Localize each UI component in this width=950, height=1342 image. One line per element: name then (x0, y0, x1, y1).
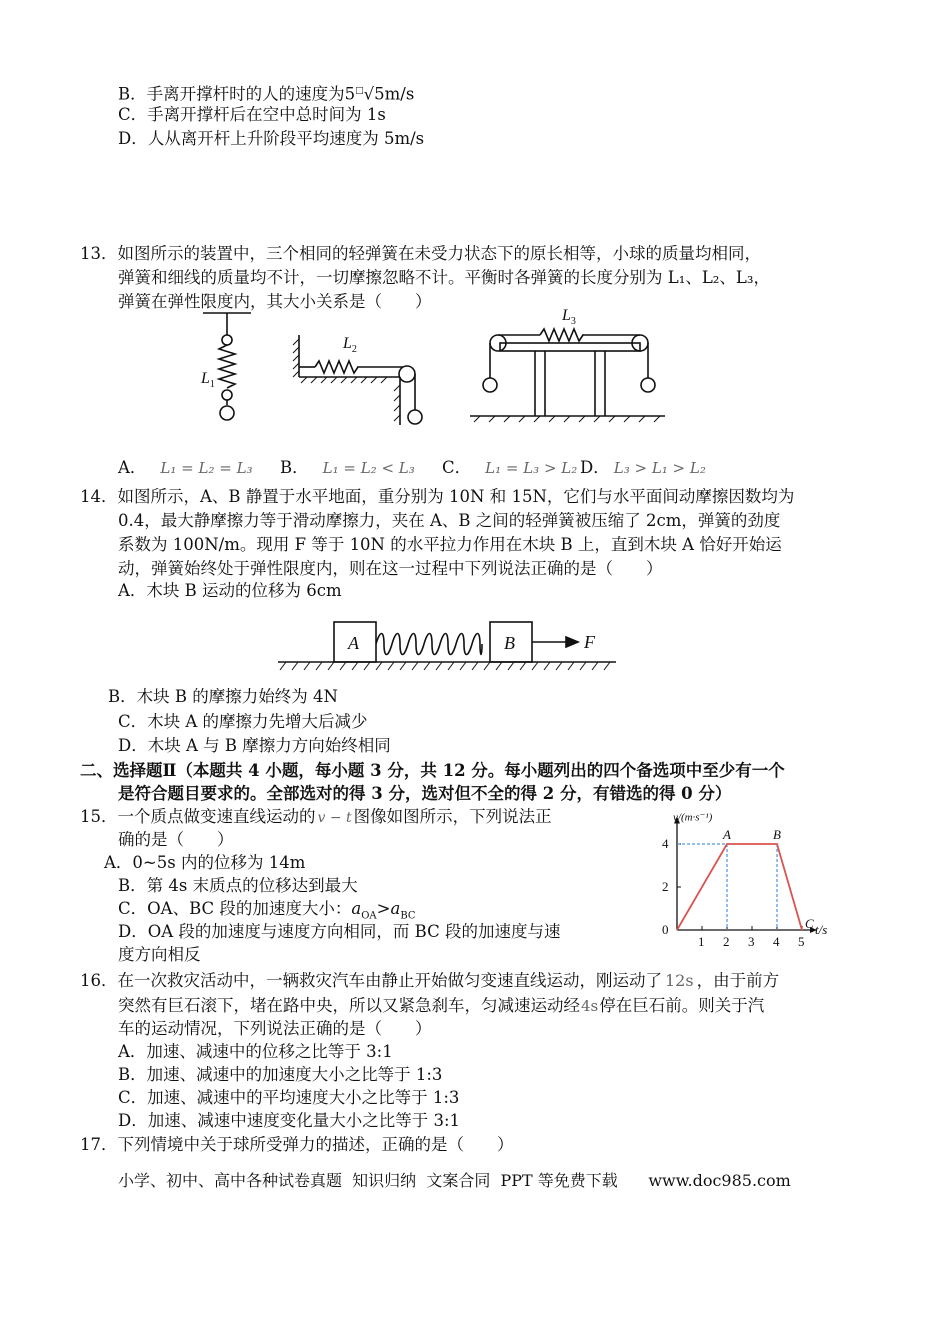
section2-heading-line2: 是符合题目要求的。全部选对的得 3 分，选对但不全的得 2 分，有错选的得 0 分） (118, 784, 732, 803)
label-l3: $L_3$ (562, 307, 576, 327)
q13-option-d-label: D． (580, 458, 610, 477)
q16-stem-text-b: ，由于前方 (696, 971, 780, 990)
q14-stem-line1: 14．如图所示，A、B 静置于水平地面，重分别为 10N 和 15N，它们与水平面间动摩擦因数均为 (80, 487, 795, 506)
q15-vt-chart (655, 808, 855, 953)
q16-time-4s: 4s (581, 997, 599, 1015)
q15-option-a: A．0~5s 内的位移为 14m (104, 853, 306, 872)
q15-stem-text-a: 15．一个质点做变速直线运动的 (80, 807, 316, 826)
q14-option-d: D．木块 A 与 B 摩擦力方向始终相同 (118, 736, 391, 755)
q15-sub-bc: BC (400, 910, 416, 922)
point-label-c: C (805, 916, 814, 931)
q15-option-c-text: C．OA、BC 段的加速度大小： (118, 899, 352, 918)
q16-option-b: B．加速、减速中的加速度大小之比等于 1:3 (118, 1065, 443, 1084)
vt-series-line (677, 844, 802, 930)
q12-option-b: B．手离开撑杆时的人的速度为5□√5m/s (118, 84, 415, 104)
q13-option-b (280, 457, 415, 479)
block-a-label: A (348, 633, 359, 653)
q16-option-c: C．加速、减速中的平均速度大小之比等于 1:3 (118, 1088, 460, 1107)
x-tick-label: 1 (698, 934, 705, 949)
q15-vt-expr: v − t (317, 810, 352, 826)
q14-option-c: C．木块 A 的摩擦力先增大后减少 (118, 712, 368, 731)
q14-stem-line3: 系数为 100N/m。现用 F 等于 10N 的水平拉力作用在木块 B 上，直到木块 A 恰好开始运 (118, 535, 782, 554)
q16-option-a: A．加速、减速中的位移之比等于 3:1 (118, 1042, 393, 1061)
q15-option-b: B．第 4s 末质点的位移达到最大 (118, 876, 358, 895)
x-tick-label: 4 (773, 934, 780, 949)
q16-stem-text-a: 16．在一次救灾活动中，一辆救灾汽车由静止开始做匀变速直线运动，刚运动了 (80, 971, 662, 990)
q16-stem-line2 (118, 995, 764, 1017)
q14-option-a: A．木块 B 运动的位移为 6cm (118, 581, 342, 600)
q15-gt: > (376, 899, 391, 918)
q16-option-d: D．加速、减速中速度变化量大小之比等于 3:1 (118, 1111, 461, 1130)
point-label-b: B (773, 827, 781, 842)
point-label-a: A (723, 827, 731, 842)
y-tick-label: 4 (662, 836, 669, 851)
q13-option-a (118, 457, 253, 479)
q16-stem-line3: 车的运动情况，下列说法正确的是（ ） (118, 1019, 432, 1038)
q14-stem-line4: 动，弹簧始终处于弹性限度内，则在这一过程中下列说法正确的是（ ） (118, 559, 663, 578)
q15-stem-line2: 确的是（ ） (118, 830, 234, 849)
q15-a-oa: a (351, 899, 362, 918)
q13-option-c-expr: L₁ = L₃ > L₂ (485, 459, 578, 477)
q16-stem-line1 (80, 970, 779, 992)
block-b-label: B (504, 633, 515, 653)
q15-stem-text-b: 图像如图所示，下列说法正 (353, 807, 552, 826)
q13-spring-figure (195, 305, 675, 430)
x-tick-label: 2 (723, 934, 730, 949)
q14-block-figure (276, 612, 621, 677)
y-tick-label: 2 (662, 879, 669, 894)
page-footer: 小学、初中、高中各种试卷真题 知识归纳 文案合同 PPT 等免费下载 www.doc985.com (118, 1171, 791, 1190)
q12-option-d: D．人从离开杆上升阶段平均速度为 5m/s (118, 129, 425, 148)
q15-a-bc: a (390, 899, 401, 918)
q16-stem-text-d: 停在巨石前。则关于汽 (599, 996, 765, 1015)
q16-time-12s: 12s (665, 971, 694, 990)
q15-stem-line1 (80, 806, 552, 829)
q12-option-b-unit: √5m/s (363, 84, 415, 104)
q13-option-a-label: A． (118, 458, 147, 477)
q13-option-d (580, 457, 706, 479)
q14-option-b: B．木块 B 的摩擦力始终为 4N (108, 687, 338, 706)
force-f-label: F (584, 632, 595, 652)
q13-option-c (442, 457, 577, 479)
q17-stem: 17．下列情境中关于球所受弹力的描述，正确的是（ ） (80, 1135, 514, 1154)
q13-stem-line3: 弹簧在弹性限度内，其大小关系是（ ） (118, 292, 432, 311)
q13-stem-line1: 13．如图所示的装置中，三个相同的轻弹簧在未受力状态下的原长相等，小球的质量均相同， (80, 244, 761, 263)
q13-option-b-expr: L₁ = L₂ < L₃ (322, 459, 415, 477)
section2-heading-line1: 二、选择题Ⅱ（本题共 4 小题，每小题 3 分，共 12 分。每小题列出的四个备选项中至少有一个 (80, 761, 785, 780)
x-tick-label: 3 (748, 934, 755, 949)
label-l1: $L_1$ (201, 370, 215, 390)
y-axis-label: v/(m·s⁻¹) (673, 811, 713, 824)
q13-stem-line2: 弹簧和细线的质量均不计，一切摩擦忽略不计。平衡时各弹簧的长度分别为 L₁、L₂、L₃， (118, 268, 770, 287)
x-tick-label: 0 (662, 922, 669, 937)
label-l2: $L_2$ (343, 335, 357, 355)
q13-option-d-expr: L₃ > L₁ > L₂ (613, 459, 706, 477)
q15-sub-oa: OA (361, 910, 377, 922)
q16-stem-text-c: 突然有巨石滚下，堵在路中央，所以又紧急刹车，匀减速运动经 (118, 996, 580, 1015)
q13-option-b-label: B． (280, 458, 309, 477)
x-axis-label: t/s (815, 922, 828, 937)
q15-option-d-line1: D．OA 段的加速度与速度方向相同，而 BC 段的加速度与速 (118, 922, 561, 941)
q13-option-a-expr: L₁ = L₂ = L₃ (160, 459, 253, 477)
q15-option-d-line2: 度方向相反 (118, 945, 201, 964)
q12-option-c: C．手离开撑杆后在空中总时间为 1s (118, 105, 386, 124)
q13-option-c-label: C． (442, 458, 472, 477)
q12-option-b-text: B．手离开撑杆时的人的速度为5 (118, 84, 356, 104)
x-tick-label: 5 (798, 934, 805, 949)
q14-stem-line2: 0.4，最大静摩擦力等于滑动摩擦力，夹在 A、B 之间的轻弹簧被压缩了 2cm，弹簧的劲度 (118, 511, 781, 530)
